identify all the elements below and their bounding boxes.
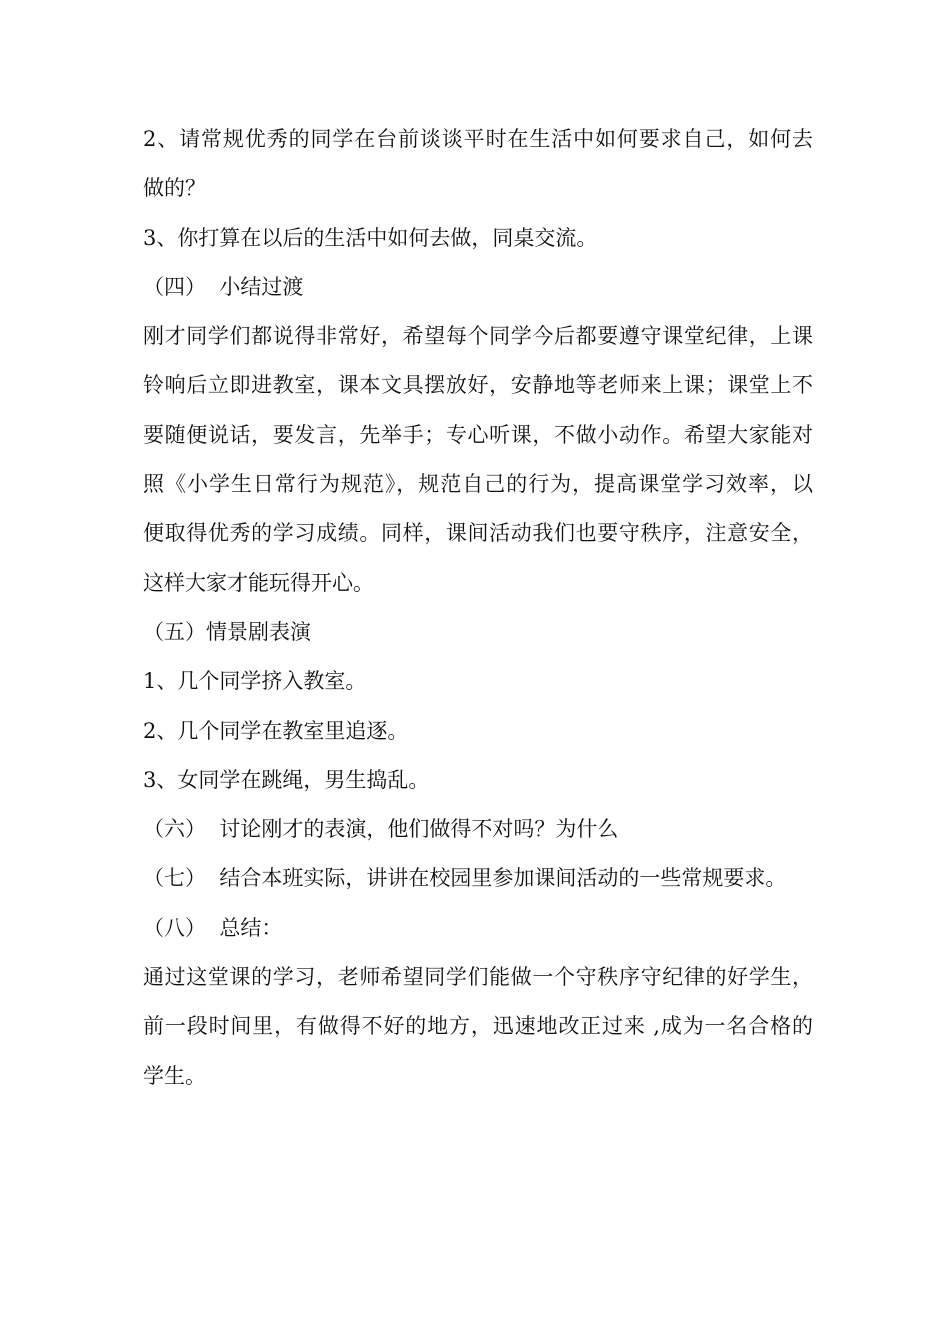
text-line: 要随便说话，要发言，先举手；专心听课，不做小动作。希望大家能对 <box>143 422 813 447</box>
text-line: 便取得优秀的学习成绩。同样，课间活动我们也要守秩序，注意安全， <box>143 521 813 546</box>
section-heading: （八） 总结： <box>143 915 283 940</box>
document-body <box>143 115 813 1101</box>
list-item: 3、女同学在跳绳，男生捣乱。 <box>143 767 430 792</box>
list-item: 2、几个同学在教室里追逐。 <box>143 718 409 743</box>
text-line: 做的？ <box>143 176 206 201</box>
text-line: 这样大家才能玩得开心。 <box>143 570 374 595</box>
text-line: 照《小学生日常行为规范》，规范自己的行为，提高课堂学习效率，以 <box>143 472 813 497</box>
text-line: 刚才同学们都说得非常好，希望每个同学今后都要遵守课堂纪律，上课 <box>143 324 813 349</box>
text-line: 2、请常规优秀的同学在台前谈谈平时在生活中如何要求自己，如何去 <box>143 127 813 151</box>
list-item: 1、几个同学挤入教室。 <box>143 669 367 694</box>
text-line: 前一段时间里，有做得不好的地方，迅速地改正过来 ,成为一名合格的 <box>143 1014 813 1039</box>
text-line: 3、你打算在以后的生活中如何去做，同桌交流。 <box>143 225 598 250</box>
section-heading: （四） 小结过渡 <box>143 274 304 299</box>
text-line: 学生。 <box>143 1063 206 1088</box>
text-line: 通过这堂课的学习，老师希望同学们能做一个守秩序守纪律的好学生， <box>143 965 813 990</box>
section-heading: （六） 讨论刚才的表演，他们做得不对吗？为什么 <box>143 817 619 842</box>
section-heading: （五）情景剧表演 <box>143 619 311 644</box>
section-heading: （七） 结合本班实际，讲讲在校园里参加课间活动的一些常规要求。 <box>143 866 787 891</box>
text-line: 铃响后立即进教室，课本文具摆放好，安静地等老师来上课；课堂上不 <box>143 373 813 398</box>
